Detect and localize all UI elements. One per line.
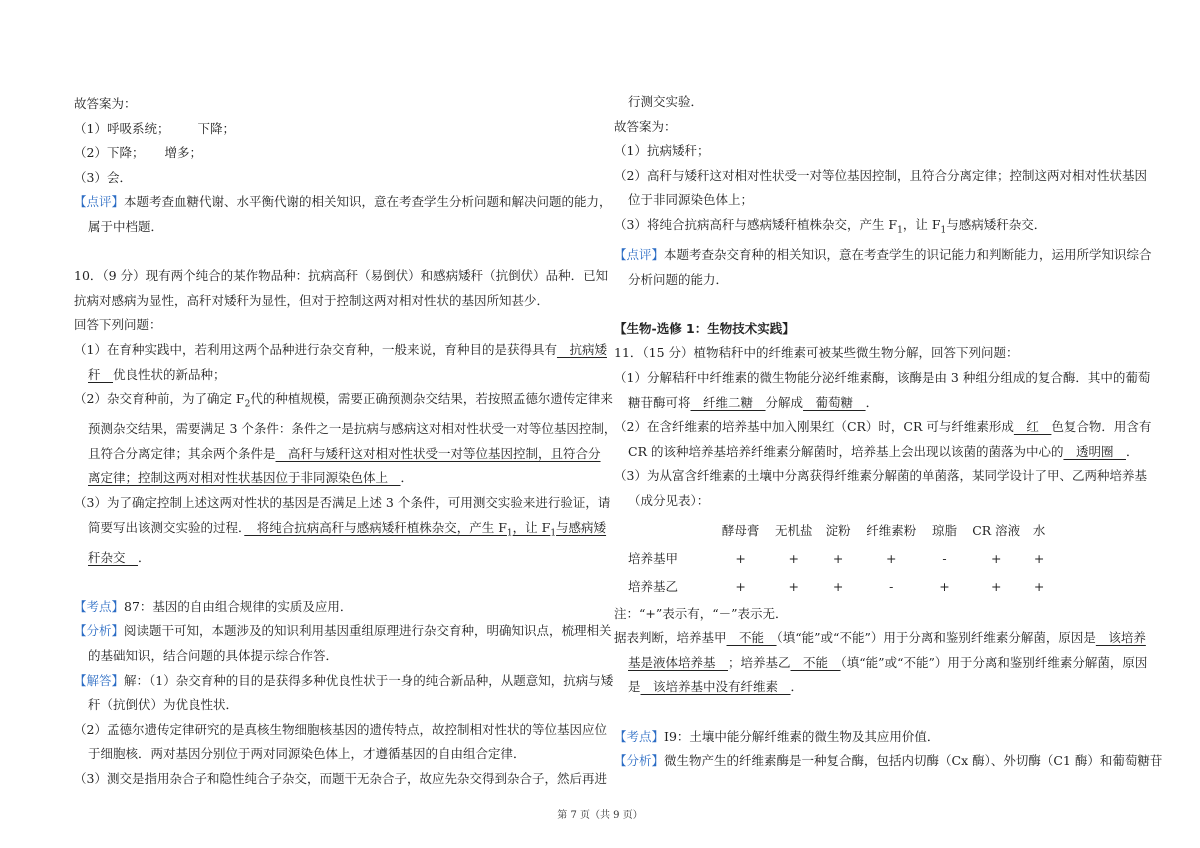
table-row: 培养基甲 + + + + - + + xyxy=(628,551,1045,567)
analysis-tag: 【分析】 xyxy=(74,623,125,639)
solution-line-6: 行测交实验． xyxy=(628,94,704,109)
table-header-row: 酵母膏 无机盐 淀粉 纤维素粉 琼脂 CR 溶液 水 xyxy=(721,523,1046,539)
q11-part-2-line-2: CR 的该种培养基培养纤维素分解菌时，培养基上会出现以该菌的菌落为中心的 透明圈 ． xyxy=(628,443,1139,459)
answer-line-2: （2）下降； 增多； xyxy=(74,145,202,161)
solution-line-5: （3）测交是指用杂合子和隐性纯合子杂交，而题干无杂合子，故应先杂交得到杂合子，然后再进 xyxy=(74,771,607,787)
analysis-11-tag: 【分析】 xyxy=(614,753,665,769)
table-row: 培养基乙 + + + - + + + xyxy=(628,579,1045,595)
solution-line-4: 于细胞核．两对基因分别位于两对同源染色体上，才遵循基因的自由组合定律． xyxy=(88,746,526,762)
answer-line-1: （1）呼吸系统； 下降； xyxy=(74,120,235,136)
comment-line-2: 属于中档题． xyxy=(88,218,164,234)
q11-part-3-line-2: （成分见表）： xyxy=(628,493,710,508)
question-10-line-2: 抗病对感病为显性，高秆对矮秆为显性，但对于控制这两对相对性状的基因所知甚少． xyxy=(74,292,550,308)
question-11-line-1: 11．（15 分）植物秸秆中的纤维素可被某些微生物分解，回答下列问题： xyxy=(614,345,1019,361)
solution-line-3: （2）孟德尔遗传定律研究的是真核生物细胞核基因的遗传特点，故控制相对性状的等位基因应位 xyxy=(74,721,607,737)
comment-10-line-1: 【点评】本题考查杂交育种的相关知识，意在考查学生的识记能力和判断能力，运用所学知识综合 xyxy=(614,247,1152,263)
judge-line-3: 是 该培养基中没有纤维素 ． xyxy=(628,679,804,695)
answer-line-3: （3）会． xyxy=(74,169,132,185)
answer-10-3: （3）将纯合抗病高秆与感病矮秆植株杂交，产生 $F_1$，让 $F_1$与感病矮秆杂交． xyxy=(614,216,1047,236)
table-note: 注：“+”表示有，“－”表示无． xyxy=(614,605,788,621)
analysis-11-line: 【分析】微生物产生的纤维素酶是一种复合酶，包括内切酶（Cx 酶）、外切酶（C1 酶）和葡萄糖苷 xyxy=(614,753,1163,769)
answer-10-2b: 位于非同源染色体上； xyxy=(628,192,754,208)
right-column xyxy=(614,90,1163,774)
comment-10-line-2: 分析问题的能力． xyxy=(628,271,729,287)
part-2-line-4: 离定律；控制这两对相对性状基因位于非同源染色体上 ． xyxy=(88,470,414,486)
page-footer: 第 7 页（共 9 页） xyxy=(557,810,643,821)
part-1-line-1: （1）在育种实践中，若利用这两个品种进行杂交育种，一般来说，育种目的是获得具有 抗病矮 xyxy=(74,341,607,357)
part-3-line-1: （3）为了确定控制上述这两对性状的基因是否满足上述 3 个条件，可用测交实验来进行验证，请 xyxy=(74,495,611,510)
part-2-line-1: （2）杂交育种前，为了确定 $F_2$代的种植规模，需要正确预测杂交结果，若按照孟德尔遗传定律来 xyxy=(74,391,613,410)
kaodian-11-tag: 【考点】 xyxy=(614,728,665,744)
part-1-line-2: 秆 优良性状的新品种； xyxy=(88,366,226,382)
part-3-line-3: 秆杂交 ． xyxy=(88,549,151,565)
q11-part-3-line-1: （3）为从富含纤维素的土壤中分离获得纤维素分解菌的单菌落，某同学设计了甲、乙两种培养基 xyxy=(614,468,1147,484)
part-3-line-2: 简要写出该测交实验的过程． 将纯合抗病高秆与感病矮秆植株杂交，产生 $F_1$，让 $F_1$与感病矮 xyxy=(88,519,607,539)
judge-line-1: 据表判断，培养基甲 不能 （填“能”或“不能”）用于分离和鉴别纤维素分解菌，原因是 该培养 xyxy=(614,630,1146,646)
judge-line-2: 基是液体培养基 ；培养基乙 不能 （填“能”或“不能”）用于分离和鉴别纤维素分解菌，原因 xyxy=(628,654,1148,670)
q11-part-2-line-1: （2）在含纤维素的培养基中加入刚果红（CR）时，CR 可与纤维素形成 红 色复合物．用含有 xyxy=(614,419,1152,435)
medium-table xyxy=(628,518,1048,602)
q11-part-1-line-2: 糖苷酶可将 纤维二糖 分解成 葡萄糖 ． xyxy=(628,394,879,410)
question-10-line-1: 10．（9 分）现有两个纯合的某作物品种：抗病高秆（易倒伏）和感病矮秆（抗倒伏）品种．已知 xyxy=(74,268,609,284)
part-2-line-3: 且符合分离定律；其余两个条件是 高秆与矮秆这对相对性状受一对等位基因控制，且符合分 xyxy=(88,445,601,461)
comment-line-1: 【点评】本题考查血糖代谢、水平衡代谢的相关知识，意在考查学生分析问题和解决问题的能力， xyxy=(74,194,612,210)
q11-part-1-line-1: （1）分解秸秆中纤维素的微生物能分泌纤维素酶，该酶是由 3 种组分组成的复合酶．其中的葡萄 xyxy=(614,370,1151,386)
answer-10-2a: （2）高秆与矮秆这对相对性状受一对等位基因控制，且符合分离定律；控制这两对相对性状基因 xyxy=(614,167,1147,183)
answer-heading-10: 故答案为： xyxy=(614,118,677,134)
solution-line-2: 秆（抗倒伏）为优良性状． xyxy=(88,697,239,713)
analysis-line-1: 【分析】阅读题干可知，本题涉及的知识利用基因重组原理进行杂交育种，明确知识点，梳理相关 xyxy=(74,623,612,639)
part-2-line-2: 预测杂交结果，需要满足 3 个条件：条件之一是抗病与感病这对相对性状受一对等位基因控制， xyxy=(88,421,617,437)
solution-line-1: 【解答】解：（1）杂交育种的目的是获得多种优良性状于一身的纯合新品种，从题意知，抗病与矮 xyxy=(74,672,614,688)
left-column xyxy=(74,92,617,792)
section-heading: 【生物-选修 1：生物技术实践】 xyxy=(614,320,795,336)
answer-10-1: （1）抗病矮秆； xyxy=(614,143,710,159)
analysis-line-2: 的基础知识，结合问题的具体提示综合作答． xyxy=(88,648,339,664)
kaodian-tag: 【考点】 xyxy=(74,598,125,614)
comment-tag: 【点评】 xyxy=(74,194,125,210)
comment-10-tag: 【点评】 xyxy=(614,247,665,263)
question-10-line-3: 回答下列问题： xyxy=(74,317,162,333)
kaodian-11-line: 【考点】I9：土壤中能分解纤维素的微生物及其应用价值． xyxy=(614,728,940,744)
solution-tag: 【解答】 xyxy=(74,672,125,688)
answer-heading: 故答案为： xyxy=(74,96,137,111)
kaodian-line: 【考点】87：基因的自由组合规律的实质及应用． xyxy=(74,598,353,614)
